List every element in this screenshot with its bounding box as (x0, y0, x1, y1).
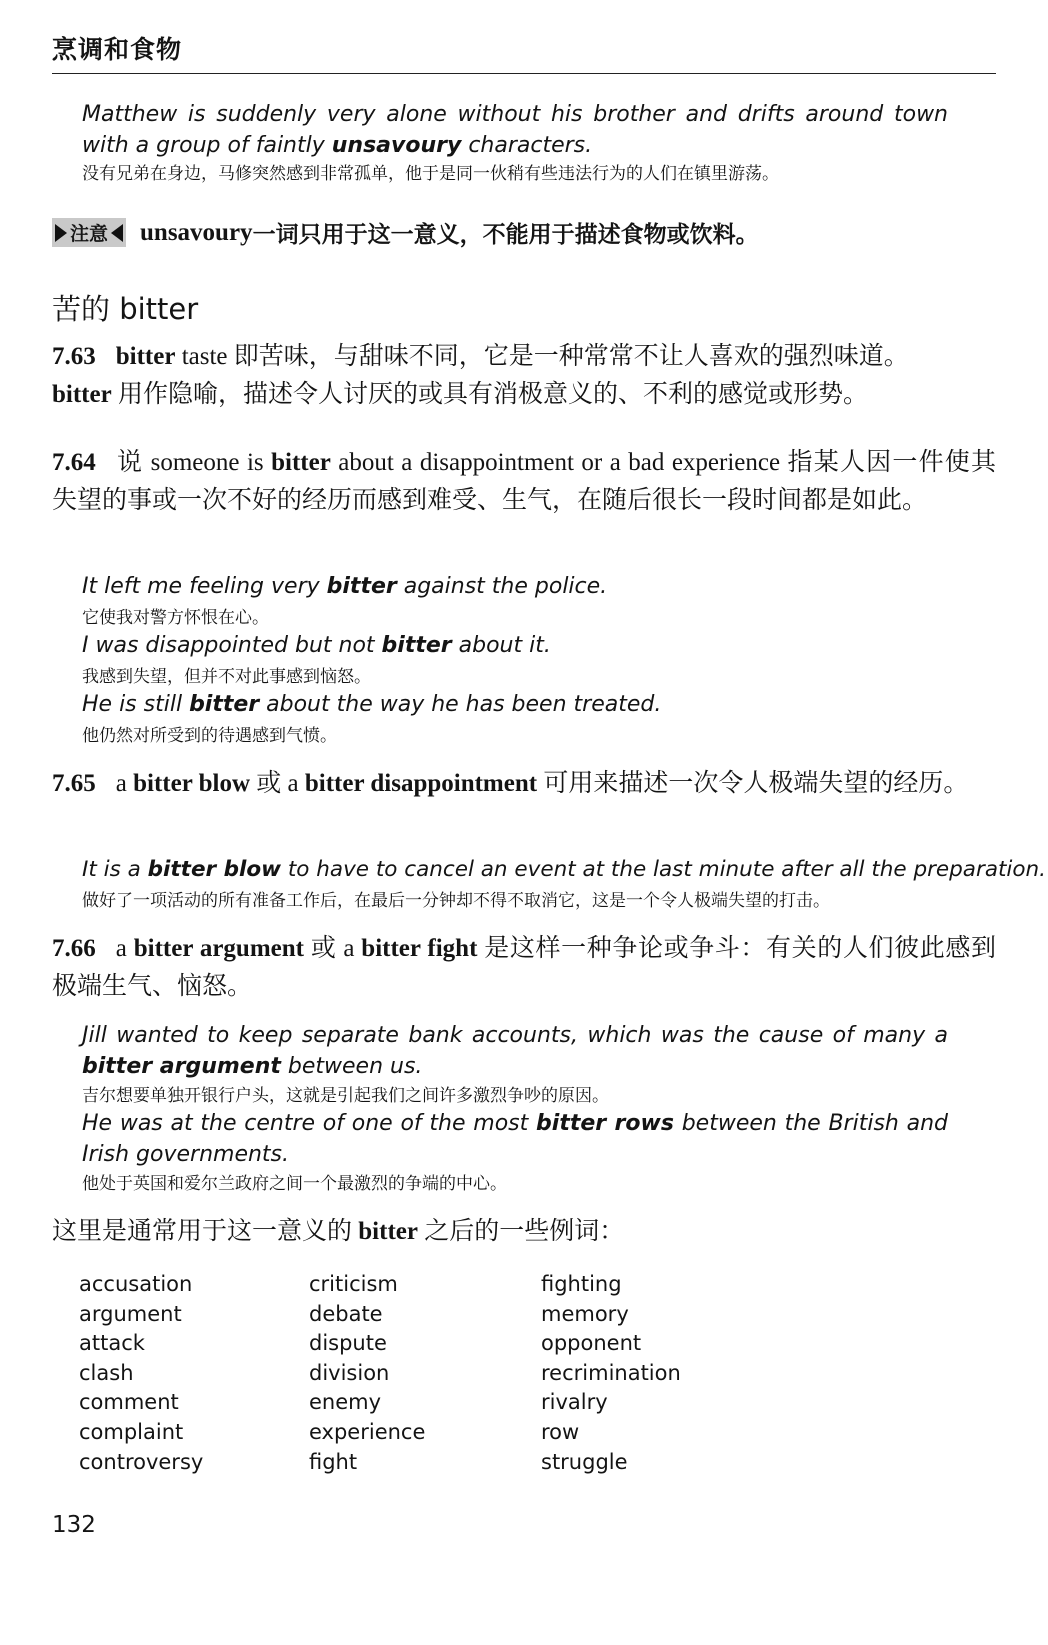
paragraph-text: taste 即苦味，与甜味不同，它是一种常常不让人喜欢的强烈味道。 (175, 343, 909, 370)
paragraph-7-66 (52, 930, 996, 1006)
example-text: He is still (82, 692, 190, 717)
example-en (82, 689, 661, 720)
bold-term: bitter (52, 381, 112, 408)
list-item: fighting (541, 1272, 622, 1296)
list-item: division (309, 1360, 390, 1385)
example-text: to have to cancel an event at the last minute after all the preparation. (281, 857, 1047, 882)
example-zh: 它使我对警方怀恨在心。 (82, 608, 269, 628)
list-item: dispute (309, 1331, 387, 1356)
list-item: argument (79, 1301, 182, 1326)
list-intro (52, 1213, 996, 1251)
example-bold: bitter (381, 633, 452, 658)
bold-term: bitter (358, 1218, 418, 1245)
paragraph-7-64 (52, 444, 996, 520)
example-text: I was disappointed but not (82, 633, 382, 658)
paragraph-text: a (115, 935, 134, 962)
page-number: 132 (52, 1512, 96, 1538)
example-bold: bitter (326, 574, 397, 599)
word-column-1 (79, 1270, 203, 1477)
note-tag-label: 注意 (70, 223, 109, 245)
bold-term: bitter (271, 449, 331, 476)
paragraph-text: 这里是通常用于这一意义的 (52, 1218, 359, 1245)
example-bold: bitter rows (536, 1111, 674, 1136)
example-bold: bitter (189, 692, 260, 717)
example-text: Jill wanted to keep separate bank accounts, which was the cause of many a (82, 1023, 948, 1048)
example-en (82, 1020, 948, 1082)
paragraph-text: 说 someone is (115, 449, 272, 476)
example-text: about it. (451, 633, 551, 658)
paragraph-7-65 (52, 765, 996, 803)
example-en (82, 571, 607, 602)
paragraph-text: 可用来描述一次令人极端失望的经历。 (537, 770, 969, 797)
note-text: 一词只用于这一意义，不能用于描述食物或饮料。 (252, 222, 759, 248)
intro-example-bold: unsavoury (331, 133, 462, 158)
example-text: about the way he has been treated. (259, 692, 662, 717)
example-text: He was at the centre of one of the most (82, 1111, 537, 1136)
paragraph-number: 7.66 (52, 935, 96, 962)
paragraph-number: 7.64 (52, 449, 96, 476)
list-item: complaint (79, 1419, 184, 1444)
example-zh: 做好了一项活动的所有准备工作后，在最后一分钟却不得不取消它，这是一个令人极端失望的打击。 (82, 891, 830, 911)
word-column-3 (541, 1270, 681, 1477)
paragraph-number: 7.63 (52, 343, 96, 370)
example-zh: 他仍然对所受到的待遇感到气愤。 (82, 726, 337, 746)
word-column-2 (309, 1270, 425, 1477)
example-text: between the British and Irish governments. (82, 1111, 948, 1167)
example-text: between us. (280, 1054, 423, 1079)
note-tag (52, 218, 126, 247)
example-zh: 吉尔想要单独开银行户头，这就是引起我们之间许多激烈争吵的原因。 (82, 1086, 609, 1106)
intro-example-post: characters. (461, 133, 593, 158)
usage-note (52, 216, 759, 249)
example-en (82, 630, 551, 661)
list-item: comment (79, 1390, 179, 1415)
example-bold: bitter blow (147, 857, 282, 882)
running-head: 烹调和食物 (52, 35, 183, 64)
list-item: clash (79, 1360, 134, 1385)
bold-term: bitter blow (133, 770, 251, 797)
bold-term: bitter fight (361, 935, 478, 962)
note-arrow-right-icon (55, 224, 67, 242)
list-item: fight (309, 1449, 358, 1474)
paragraph-text: 用作隐喻，描述令人讨厌的或具有消极意义的、不利的感觉或形势。 (111, 381, 868, 408)
paragraph-7-63 (52, 338, 996, 414)
bold-term: bitter argument (133, 935, 304, 962)
intro-example-en (82, 99, 948, 161)
list-item: accusation (79, 1272, 193, 1296)
paragraph-text: about a disappointment or a bad experience 指某人因一件使其失望的事或一次不好的经历而感到难受、生气，在随后很长一段时间都是如此。 (52, 449, 996, 514)
list-item: rivalry (541, 1390, 608, 1415)
paragraph-number: 7.65 (52, 770, 96, 797)
example-bold: bitter argument (82, 1054, 281, 1079)
example-en (82, 1108, 948, 1170)
bold-term: bitter disappointment (304, 770, 538, 797)
intro-example-pre: Matthew is suddenly very alone without his brother and drifts around town with a group of faintly (82, 102, 948, 158)
header-rule (52, 73, 996, 74)
list-item: enemy (309, 1390, 382, 1415)
list-item: debate (309, 1301, 383, 1326)
list-item: experience (309, 1419, 426, 1444)
note-word: unsavoury (140, 218, 253, 246)
note-arrow-left-icon (111, 224, 123, 242)
example-text: It is a (82, 857, 148, 882)
list-item: attack (79, 1331, 145, 1356)
intro-example-zh: 没有兄弟在身边，马修突然感到非常孤单，他于是同一伙稍有些违法行为的人们在镇里游荡。 (82, 164, 779, 184)
list-item: controversy (79, 1449, 204, 1474)
paragraph-text: 或 a (303, 935, 362, 962)
list-item: row (541, 1419, 580, 1444)
example-zh: 我感到失望，但并不对此事感到恼怒。 (82, 667, 371, 687)
paragraph-text: 之后的一些例词： (417, 1218, 625, 1245)
paragraph-text: 是这样一种争论或争斗：有关的人们彼此感到极端生气、恼怒。 (52, 935, 996, 1000)
example-en (82, 854, 1046, 885)
list-item: recrimination (541, 1360, 681, 1385)
bold-term: bitter (115, 343, 176, 370)
list-item: memory (541, 1301, 629, 1326)
list-item: criticism (309, 1272, 398, 1296)
example-zh: 他处于英国和爱尔兰政府之间一个最激烈的争端的中心。 (82, 1174, 507, 1194)
paragraph-text: a (115, 770, 134, 797)
list-item: struggle (541, 1449, 628, 1474)
section-heading: 苦的 bitter (52, 292, 199, 326)
example-text: It left me feeling very (82, 574, 327, 599)
paragraph-text: 或 a (250, 770, 305, 797)
example-text: against the police. (396, 574, 608, 599)
list-item: opponent (541, 1331, 642, 1356)
